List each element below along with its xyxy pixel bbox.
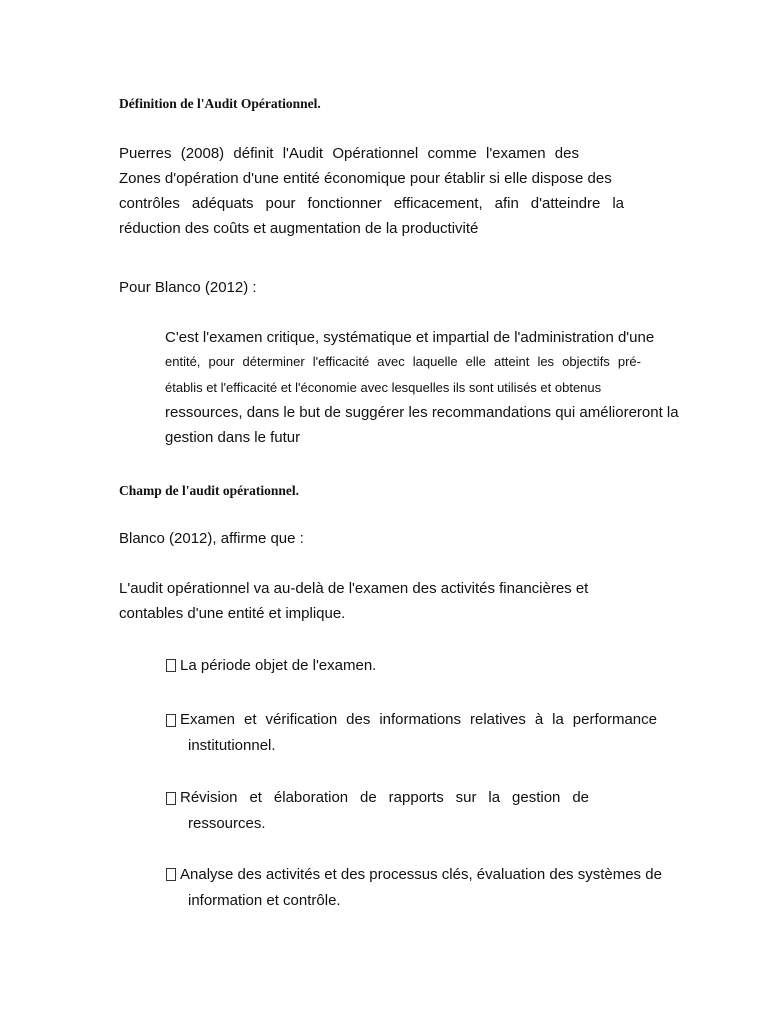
paragraph-line: Zones d'opération d'une entité économique pour établir si elle dispose des [119, 170, 612, 187]
list-item: La période objet de l'examen. [166, 657, 376, 675]
paragraph-line: L'audit opérationnel va au-delà de l'examen des activités financières et [119, 580, 589, 597]
list-item: Analyse des activités et des processus clés, évaluation des systèmes de [166, 866, 662, 884]
list-item-continuation: ressources. [188, 815, 266, 832]
paragraph-line: contables d'une entité et implique. [119, 605, 346, 622]
checkbox-bullet-icon [166, 659, 176, 672]
quote-line: entité, pour déterminer l'efficacité avec laquelle elle atteint les objectifs pré- [165, 354, 641, 369]
paragraph-line: contrôles adéquats pour fonctionner efficacement, afin d'atteindre la [119, 195, 624, 212]
checkbox-bullet-icon [166, 714, 176, 727]
quote-line: établis et l'efficacité et l'économie avec lesquelles ils sont utilisés et obtenus [165, 380, 602, 395]
intro-text: Blanco (2012), affirme que : [119, 530, 304, 547]
list-item: Examen et vérification des informations relatives à la performance [166, 711, 657, 729]
list-item: Révision et élaboration de rapports sur la gestion de [166, 789, 589, 807]
section-heading-definition: Définition de l'Audit Opérationnel. [119, 96, 321, 111]
quote-line: C'est l'examen critique, systématique et impartial de l'administration d'une [165, 329, 655, 346]
paragraph-line: réduction des coûts et augmentation de la productivité [119, 220, 479, 237]
quote-line: gestion dans le futur [165, 429, 301, 446]
paragraph-line: Puerres (2008) définit l'Audit Opérationnel comme l'examen des [119, 145, 579, 162]
intro-text: Pour Blanco (2012) : [119, 279, 257, 296]
checkbox-bullet-icon [166, 792, 176, 805]
list-item-continuation: information et contrôle. [188, 892, 341, 909]
quote-line: ressources, dans le but de suggérer les recommandations qui amélioreront la [165, 404, 679, 421]
checkbox-bullet-icon [166, 868, 176, 881]
section-heading-champ: Champ de l'audit opérationnel. [119, 483, 300, 498]
list-item-continuation: institutionnel. [188, 737, 276, 754]
